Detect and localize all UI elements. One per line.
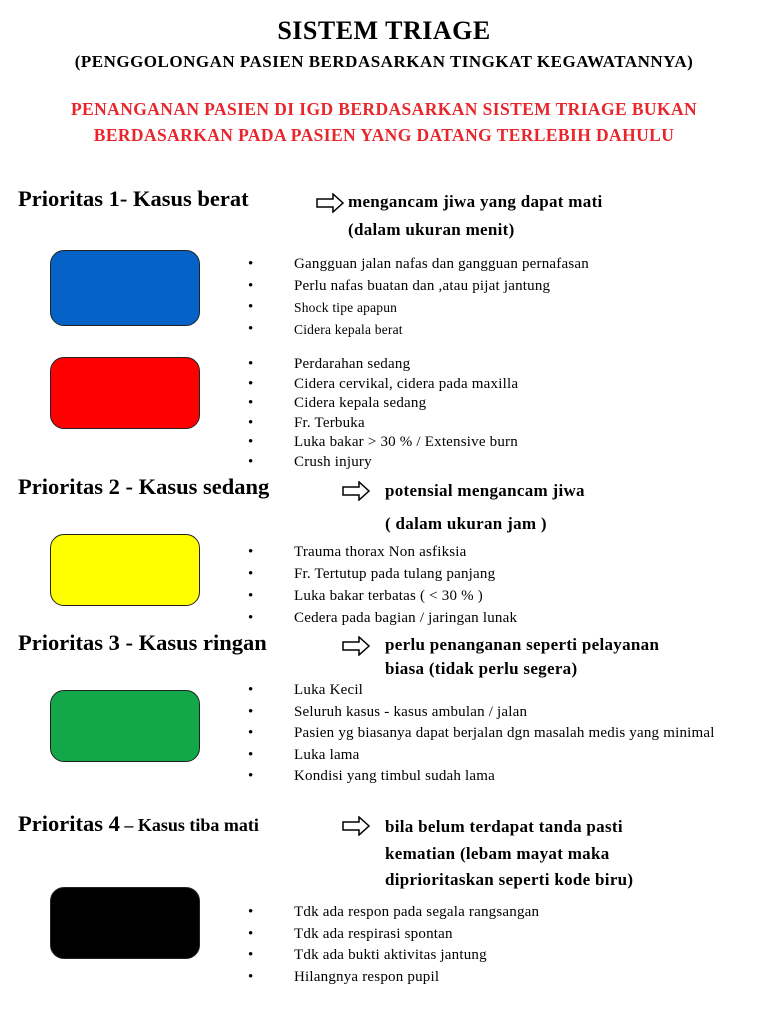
priority-2-desc-line2: ( dalam ukuran jam ) [385,514,547,533]
priority-3-desc-line1: perlu penanganan seperti pelayanan [385,635,660,654]
priority-2-label: Prioritas 2 - Kasus sedang [18,474,270,499]
list-item: • Trauma thorax Non asfiksia [248,541,517,563]
list-item: • Luka bakar terbatas ( < 30 % ) [248,585,517,607]
blue-color-box [50,250,200,326]
list-item: • Perlu nafas buatan dan ,atau pijat jantung [248,276,589,298]
green-criteria-list [248,680,748,788]
arrow-right-icon [342,636,370,656]
priority-4-desc-line3: diprioritaskan seperti kode biru) [385,870,634,889]
list-item: • Pasien yg biasanya dapat berjalan dgn masalah medis yang minimal [248,723,748,745]
list-item: • Luka Kecil [248,680,748,702]
list-item: • Seluruh kasus - kasus ambulan / jalan [248,702,748,724]
list-item: • Gangguan jalan nafas dan gangguan pernafasan [248,254,589,276]
list-item: • Crush injury [248,453,518,473]
list-item: • Shock tipe apapun [248,297,589,319]
priority-4-label [18,811,259,837]
black-color-box [50,887,200,959]
list-item: • Luka lama [248,745,748,767]
list-item: • Cedera pada bagian / jaringan lunak [248,607,517,629]
arrow-right-icon [316,193,344,213]
priority-4-label-main: Prioritas 4 [18,811,120,836]
priority-3-desc-line2: biasa (tidak perlu segera) [385,659,578,678]
list-item: • Perdarahan sedang [248,355,518,375]
page-subtitle: (PENGGOLONGAN PASIEN BERDASARKAN TINGKAT KEGAWATANNYA) [74,52,694,71]
list-item: • Hilangnya respon pupil [248,967,539,989]
priority-4-desc-line2: kematian (lebam mayat maka [385,844,610,863]
priority-1-desc-line2: (dalam ukuran menit) [348,220,515,239]
arrow-right-icon [342,481,370,501]
red-color-box [50,357,200,429]
list-item: • Cidera kepala berat [248,319,589,341]
yellow-color-box [50,534,200,606]
list-item: • Luka bakar > 30 % / Extensive burn [248,433,518,453]
priority-2-desc-line1: potensial mengancam jiwa [385,481,585,500]
black-criteria-list [248,902,539,988]
blue-criteria-list [248,254,589,340]
list-item: • Tdk ada respon pada segala rangsangan [248,902,539,924]
list-item: • Fr. Tertutup pada tulang panjang [248,563,517,585]
list-item: • Tdk ada respirasi spontan [248,924,539,946]
priority-3-label: Prioritas 3 - Kasus ringan [18,630,267,655]
priority-4-label-rest: – Kasus tiba mati [119,815,259,835]
list-item: • Kondisi yang timbul sudah lama [248,766,748,788]
notice-text: PENANGANAN PASIEN DI IGD BERDASARKAN SISTEM TRIAGE BUKAN BERDASARKAN PADA PASIEN YANG DATANG TERLEBIH DAHULU [70,99,698,145]
priority-1-desc-line1: mengancam jiwa yang dapat mati [348,192,603,211]
list-item: • Fr. Terbuka [248,414,518,434]
list-item: • Cidera kepala sedang [248,394,518,414]
priority-1-label: Prioritas 1- Kasus berat [18,186,249,211]
priority-4-desc-line1: bila belum terdapat tanda pasti [385,817,623,836]
arrow-right-icon [342,816,370,836]
red-criteria-list [248,355,518,473]
yellow-criteria-list [248,541,517,629]
page-title: SISTEM TRIAGE [277,16,491,45]
list-item: • Tdk ada bukti aktivitas jantung [248,945,539,967]
green-color-box [50,690,200,762]
list-item: • Cidera cervikal, cidera pada maxilla [248,375,518,395]
